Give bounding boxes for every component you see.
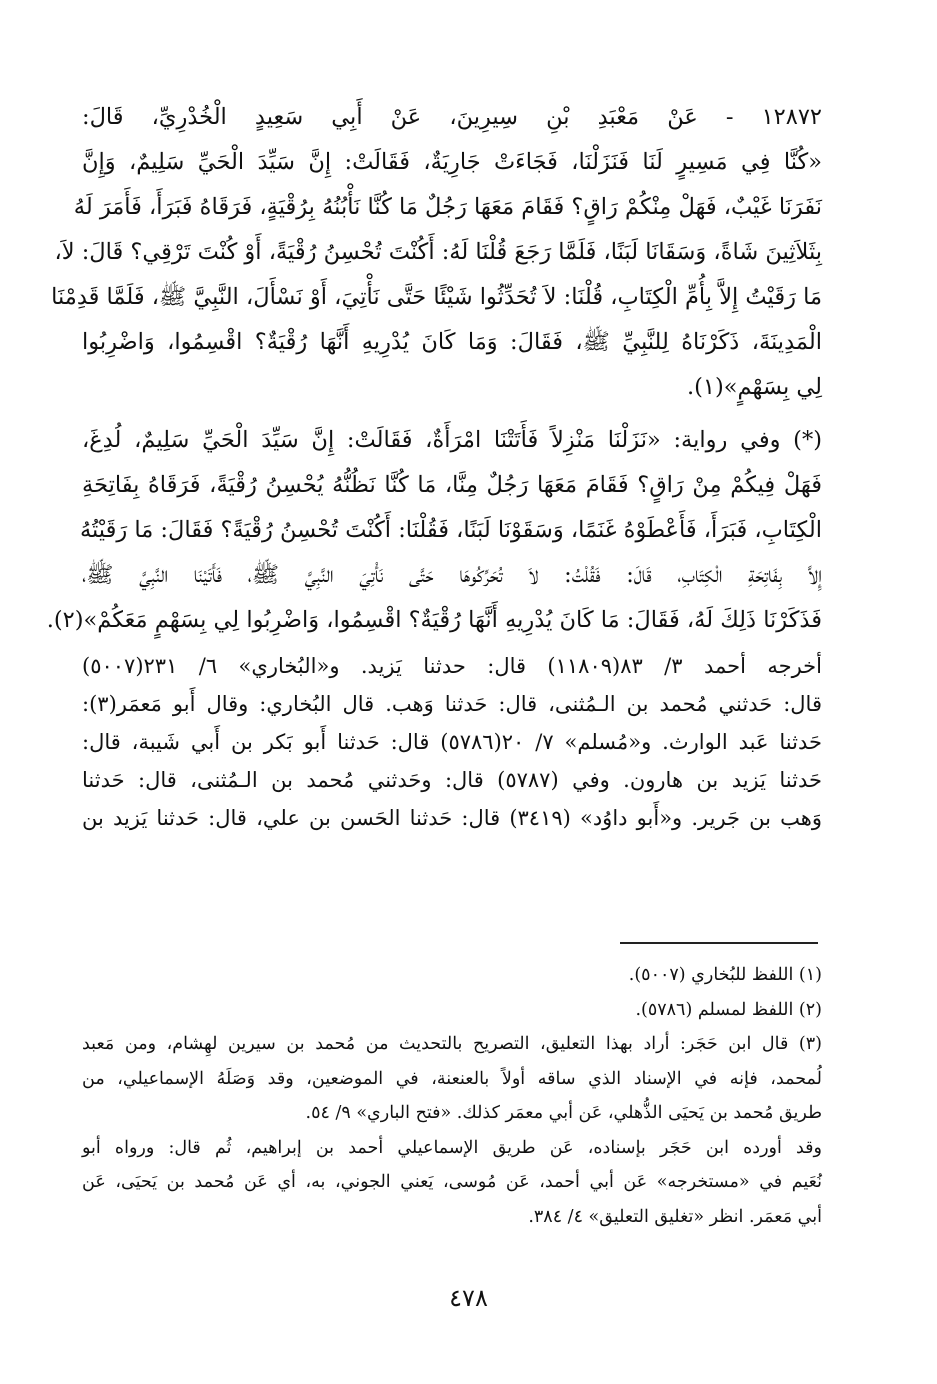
takhrij-line: قال: حَدثني مُحمد بن الـمُثنى، قال: حَدثنا وَهب. قال البُخاري: وقال أَبو مَعمَر(٣):: [82, 692, 822, 716]
hadith-line: لِي بِسَهْمٍ»(١).: [686, 374, 822, 400]
footnote-3-cont-line: أبي مَعمَر. انظر «تغليق التعليق» ٤/ ٣٨٤.: [528, 1206, 822, 1227]
riwaya-line: فَهَلْ فِيكُمْ مِنْ رَاقٍ؟ فَقَامَ مَعَهَا رَجُلٌ مِنَّا، مَا كُنَّا نَظُنُّهُ يُحْسِنُ رُقْيَةً، فَرَقَاهُ بِفَاتِحَةِ: [82, 472, 822, 498]
footnotes-block: [82, 958, 822, 1234]
takhrij-line: أخرجه أحمد ٣/ ٨٣(١١٨٠٩) قال: حدثنا يَزيد. و«البُخاري» ٦/ ٢٣١(٥٠٠٧): [82, 654, 822, 678]
riwaya-line: الْكِتَابِ، فَبَرَأَ، فَأَعْطَوْهُ غَنَمًا، وَسَقَوْنَا لَبَنًا، فَقُلْنَا: أَكُنْتَ تُحْسِنُ رُقْيَةً؟ فَقَالَ: مَا رَقَيْتُهُ: [79, 517, 822, 543]
hadith-line: الْمَدِينَةَ، ذَكَرْنَاهُ لِلنَّبِيِّ ﷺ، فَقَالَ: وَمَا كَانَ يُدْرِيهِ أَنَّهَا رُقْيَةٌ؟ اقْسِمُوا، وَاضْرِبُوا: [82, 329, 822, 355]
footnote-3-line: (٣) قال ابن حَجَر: أراد بهذا التعليق، التصريح بالتحديث من مُحمد بن سيرين لهِشام، ومن مَعبد: [82, 1034, 822, 1054]
hadith-line: بِثَلاَثِينَ شَاةً، وَسَقَانَا لَبَنًا، فَلَمَّا رَجَعَ قُلْنَا لَهُ: أَكُنْتَ تُحْسِنُ رُقْيَةً، أَوْ كُنْتَ تَرْقِي؟ قَالَ: لاَ،: [54, 239, 822, 265]
footnote-3-line: طريق مُحمد بن يَحيَى الذُّهلي، عَن أبي معمَر كذلك. «فتح الباري» ٩/ ٥٤.: [305, 1103, 822, 1123]
takhrij-line: وَهب بن جَرير. و«أَبو داوُد» (٣٤١٩) قال: حَدثنا الحَسن بن علي، قال: حَدثنا يَزيد بن: [82, 806, 822, 830]
footnote-3-cont-line: نُعَيم في «مستخرجه» عَن أبي أحمد، عَن مُوسى، يَعني الجوني، به، أي عَن مُحمد بن يَحيَى، عَن: [82, 1172, 822, 1192]
footnote-separator: [620, 942, 818, 944]
riwaya-line: (*) وفي رواية: «نَزَلْنَا مَنْزِلاً فَأَتَتْنَا امْرَأَةٌ، فَقَالَتْ: إِنَّ سَيِّدَ الْحَيِّ سَلِيمٌ، لُدِغَ،: [82, 427, 822, 453]
takhrij-line: حَدثنا يَزيد بن هارون. وفي (٥٧٨٧) قال: وحَدثني مُحمد بن الـمُثنى، قال: حَدثنا: [82, 768, 822, 792]
hadith-line: ١٢٨٧٢ - عَنْ مَعْبَدِ بْنِ سِيرِينَ، عَنْ أَبِي سَعِيدٍ الْخُدْرِيِّ، قَالَ:: [82, 104, 822, 130]
riwaya-line: فَذَكَرْنَا ذَلِكَ لَهُ، فَقَالَ: مَا كَانَ يُدْرِيهِ أَنَّهَا رُقْيَةٌ؟ اقْسِمُوا، وَاضْرِبُوا لِي بِسَهْمٍ مَعَكُمْ»(٢).: [46, 607, 822, 633]
footnote-3-cont-line: وقد أورده ابن حَجَر بإسناده، عَن طريق الإسماعيلي أحمد بن إبراهيم، ثُم قال: ورواه أبو: [82, 1137, 822, 1158]
takhrij-paragraph: [82, 647, 822, 837]
footnote-1: (١) اللفظ للبُخاري (٥٠٠٧).: [628, 965, 822, 985]
hadith-paragraph: [51, 95, 822, 410]
hadith-line: «كُنَّا فِي مَسِيرٍ لَنَا فَنَزَلْنَا، فَجَاءَتْ جَارِيَةٌ، فَقَالَتْ: إِنَّ سَيِّدَ الْحَيِّ سَلِيمٌ، وَإِنَّ: [82, 149, 822, 175]
riwaya-line: إِلاَّ بِفَاتِحَةِ الْكِتَابِ، قَالَ: فَقُلْتُ: لاَ تُحَرِّكُوهَا حَتَّى نَأْتِيَ النَّبِيَّ ﷺ، فَأَتَيْنَا النَّبِيَّ ﷺ،: [82, 562, 822, 588]
takhrij-line: حَدثنا عَبد الوارث. و«مُسلم» ٧/ ٢٠(٥٧٨٦) قال: حَدثنا أَبو بَكر بن أَبي شَيبة، قال:: [82, 730, 822, 754]
riwaya-paragraph: [46, 418, 822, 643]
main-text-block: [46, 95, 822, 837]
hadith-line: مَا رَقَيْتُ إِلاَّ بِأُمِّ الْكِتَابِ، قُلْنَا: لاَ تُحَدِّثُوا شَيْئًا حَتَّى نَأْتِيَ، أَوْ نَسْأَلَ، النَّبِيَّ ﷺ، فَلَمَّا قَدِمْنَا: [51, 284, 822, 310]
hadith-line: نَفَرَنَا غَيْبٌ، فَهَلْ مِنْكُمْ رَاقٍ؟ فَقَامَ مَعَهَا رَجُلٌ مَا كُنَّا نَأْبُنُهُ بِرُقْيَةٍ، فَرَقَاهُ فَبَرَأَ، فَأَمَرَ لَهُ: [73, 194, 822, 220]
footnote-3-line: لُمحمد، فإنه في الإسناد الذي ساقه أولاً بالعنعنة، في الموضعين، وقد وَصَلَهُ الإسماعيلي، من: [82, 1068, 822, 1089]
page-number: ٤٧٨: [449, 1284, 488, 1312]
footnote-2: (٢) اللفظ لمسلم (٥٧٨٦).: [635, 999, 822, 1020]
